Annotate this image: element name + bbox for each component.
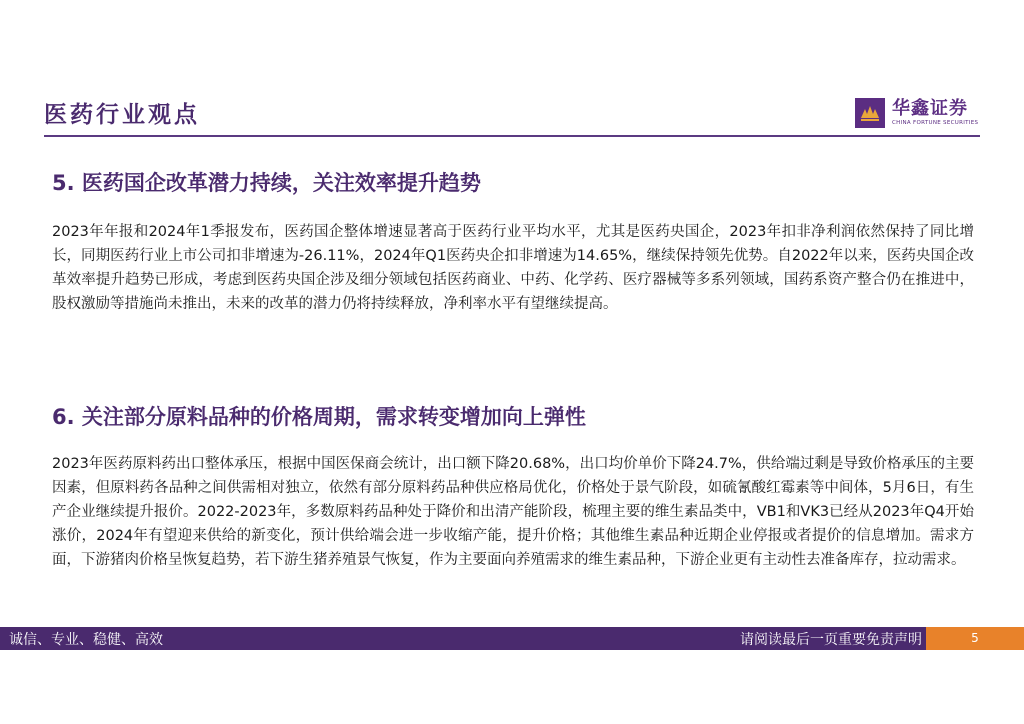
page-number: 5 — [926, 627, 1024, 650]
section-6-title: 6. 关注部分原料品种的价格周期，需求转变增加向上弹性 — [52, 405, 586, 429]
china-fortune-logo-icon — [855, 98, 885, 128]
section-5-body: 2023年年报和2024年1季报发布，医药国企整体增速显著高于医药行业平均水平，尤其是医药央国企，2023年扣非净利润依然保持了同比增长，同期医药行业上市公司扣非增速为-26.11%，2024年Q1医药央企扣非增速为14.65%，继续保持领先优势。自2022年以来，医药央国企改革效率提升趋势已形成，考虑到医药央国企涉及细分领域包括医药商业、中药、化学药、医疗器械等多系列领域，国药系资产整合仍在推进中，股权激励等措施尚未推出，未来的改革的潜力仍将持续释放，净利率水平有望继续提高。 — [52, 224, 974, 312]
disclaimer-notice: 请阅读最后一页重要免责声明 — [740, 632, 922, 648]
page-header-title: 医药行业观点 — [44, 102, 200, 128]
section-5-title: 5. 医药国企改革潜力持续，关注效率提升趋势 — [52, 171, 481, 195]
logo-chinese-name: 华鑫证券 — [892, 98, 968, 119]
section-6-body: 2023年医药原料药出口整体承压，根据中国医保商会统计，出口额下降20.68%，出口均价单价下降24.7%，供给端过剩是导致价格承压的主要因素，但原料药各品种之间供需相对独立，依然有部分原料药品种供应格局优化，价格处于景气阶段，如硫氰酸红霉素等中间体，5月6日，有生产企业继续提升报价。2022-2023年，多数原料药品种处于降价和出清产能阶段，梳理主要的维生素品类中，VB1和VK3已经从2023年Q4开始涨价，2024年有望迎来供给的新变化，预计供给端会进一步收缩产能，提升价格；其他维生素品种近期企业停报或者提价的信息增加。需求方面，下游猪肉价格呈恢复趋势，若下游生猪养殖景气恢复，作为主要面向养殖需求的维生素品种，下游企业更有主动性去准备库存，拉动需求。 — [52, 456, 974, 568]
header-divider — [44, 135, 980, 137]
logo-english-name: CHINA FORTUNE SECURITIES — [892, 120, 979, 126]
company-logo — [855, 98, 978, 128]
footer-slogan: 诚信、专业、稳健、高效 — [9, 632, 163, 648]
page-footer — [0, 627, 1024, 650]
